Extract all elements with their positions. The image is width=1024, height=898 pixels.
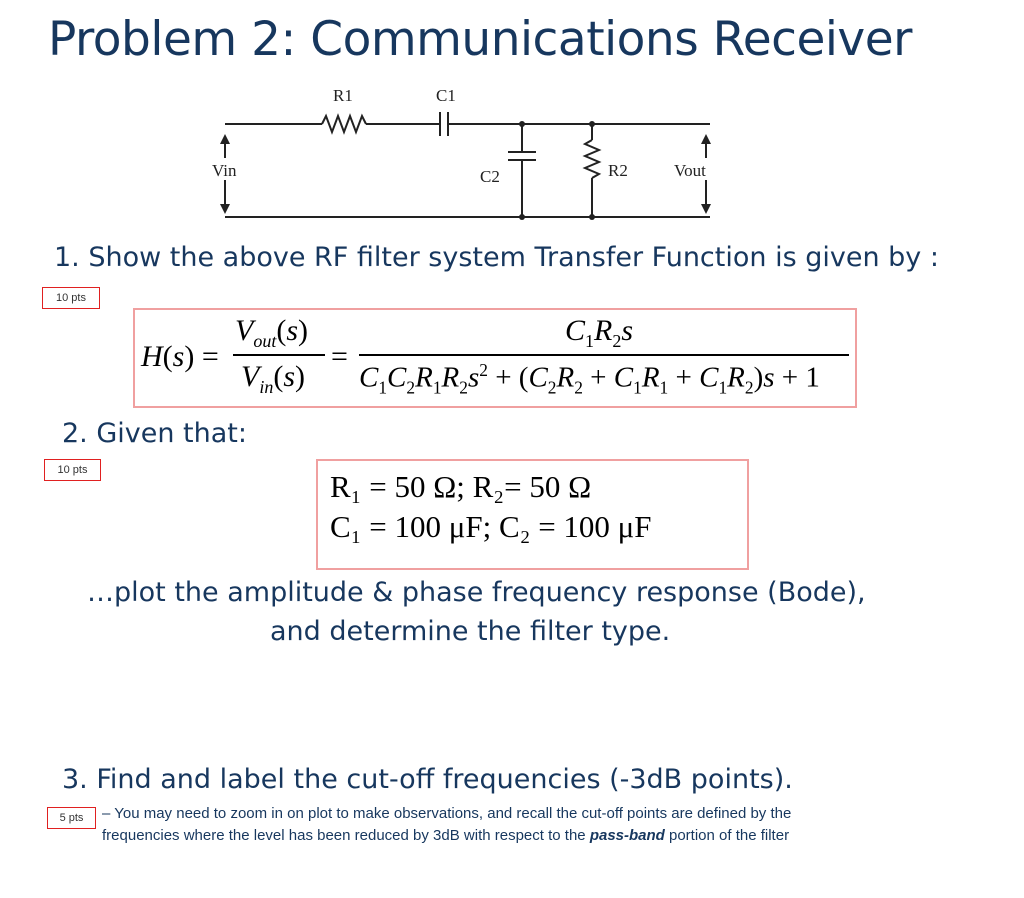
transfer-function-box: [133, 308, 857, 408]
resistor-r2: [585, 140, 599, 178]
note-text-pre: frequencies where the level has been reduced by 3dB with respect to the: [102, 827, 590, 844]
c1-value: C₁ = 100 μF;: [330, 509, 492, 544]
vin-label: Vin: [212, 161, 237, 180]
question-2-points-badge: 10 pts: [44, 459, 101, 481]
resistor-r1: [322, 116, 366, 132]
c2-label: C2: [480, 167, 500, 186]
vout-label: Vout: [674, 161, 706, 180]
rc-filter-circuit-diagram: [200, 80, 730, 225]
question-2-text: 2. Given that:: [62, 418, 247, 449]
given-values-row-2: [330, 509, 652, 545]
question-1-points-badge: 10 pts: [42, 287, 100, 309]
given-values-box: [316, 459, 749, 570]
page-title: Problem 2: Communications Receiver: [48, 12, 912, 67]
r1-value: R₁ = 50 Ω;: [330, 469, 465, 504]
question-2-instruction-line-2: and determine the filter type.: [270, 616, 671, 647]
c1-label: C1: [436, 86, 456, 105]
r2-value: R₂= 50 Ω: [472, 469, 592, 504]
question-3-note-line-2: [102, 826, 789, 846]
question-3-text: 3. Find and label the cut-off frequencies (-3dB points).: [62, 764, 793, 795]
transfer-function-equation: H(s) = $V_{out}(s)$ $V_{in}(s)$ = $C_1R_2s$ $C_1C_2R_1R_2s^2 + (C_2R_2 + C_1R_1 + C_1R_2)s + 1$: [135, 310, 855, 406]
given-values-row-1: [330, 469, 591, 505]
r1-label: R1: [333, 86, 353, 105]
c2-value: C₂ = 100 μF: [498, 509, 652, 544]
question-2-instruction-line-1: …plot the amplitude & phase frequency response (Bode),: [87, 577, 866, 608]
r2-label: R2: [608, 161, 628, 180]
question-3-note-line-1: – You may need to zoom in on plot to make observations, and recall the cut-off points are defined by the: [102, 805, 792, 822]
pass-band-emphasis: pass-band: [589, 827, 665, 844]
note-text-post: portion of the filter: [664, 827, 790, 844]
question-3-points-badge: 5 pts: [47, 807, 96, 829]
question-1-text: 1. Show the above RF filter system Transfer Function is given by :: [54, 242, 939, 273]
